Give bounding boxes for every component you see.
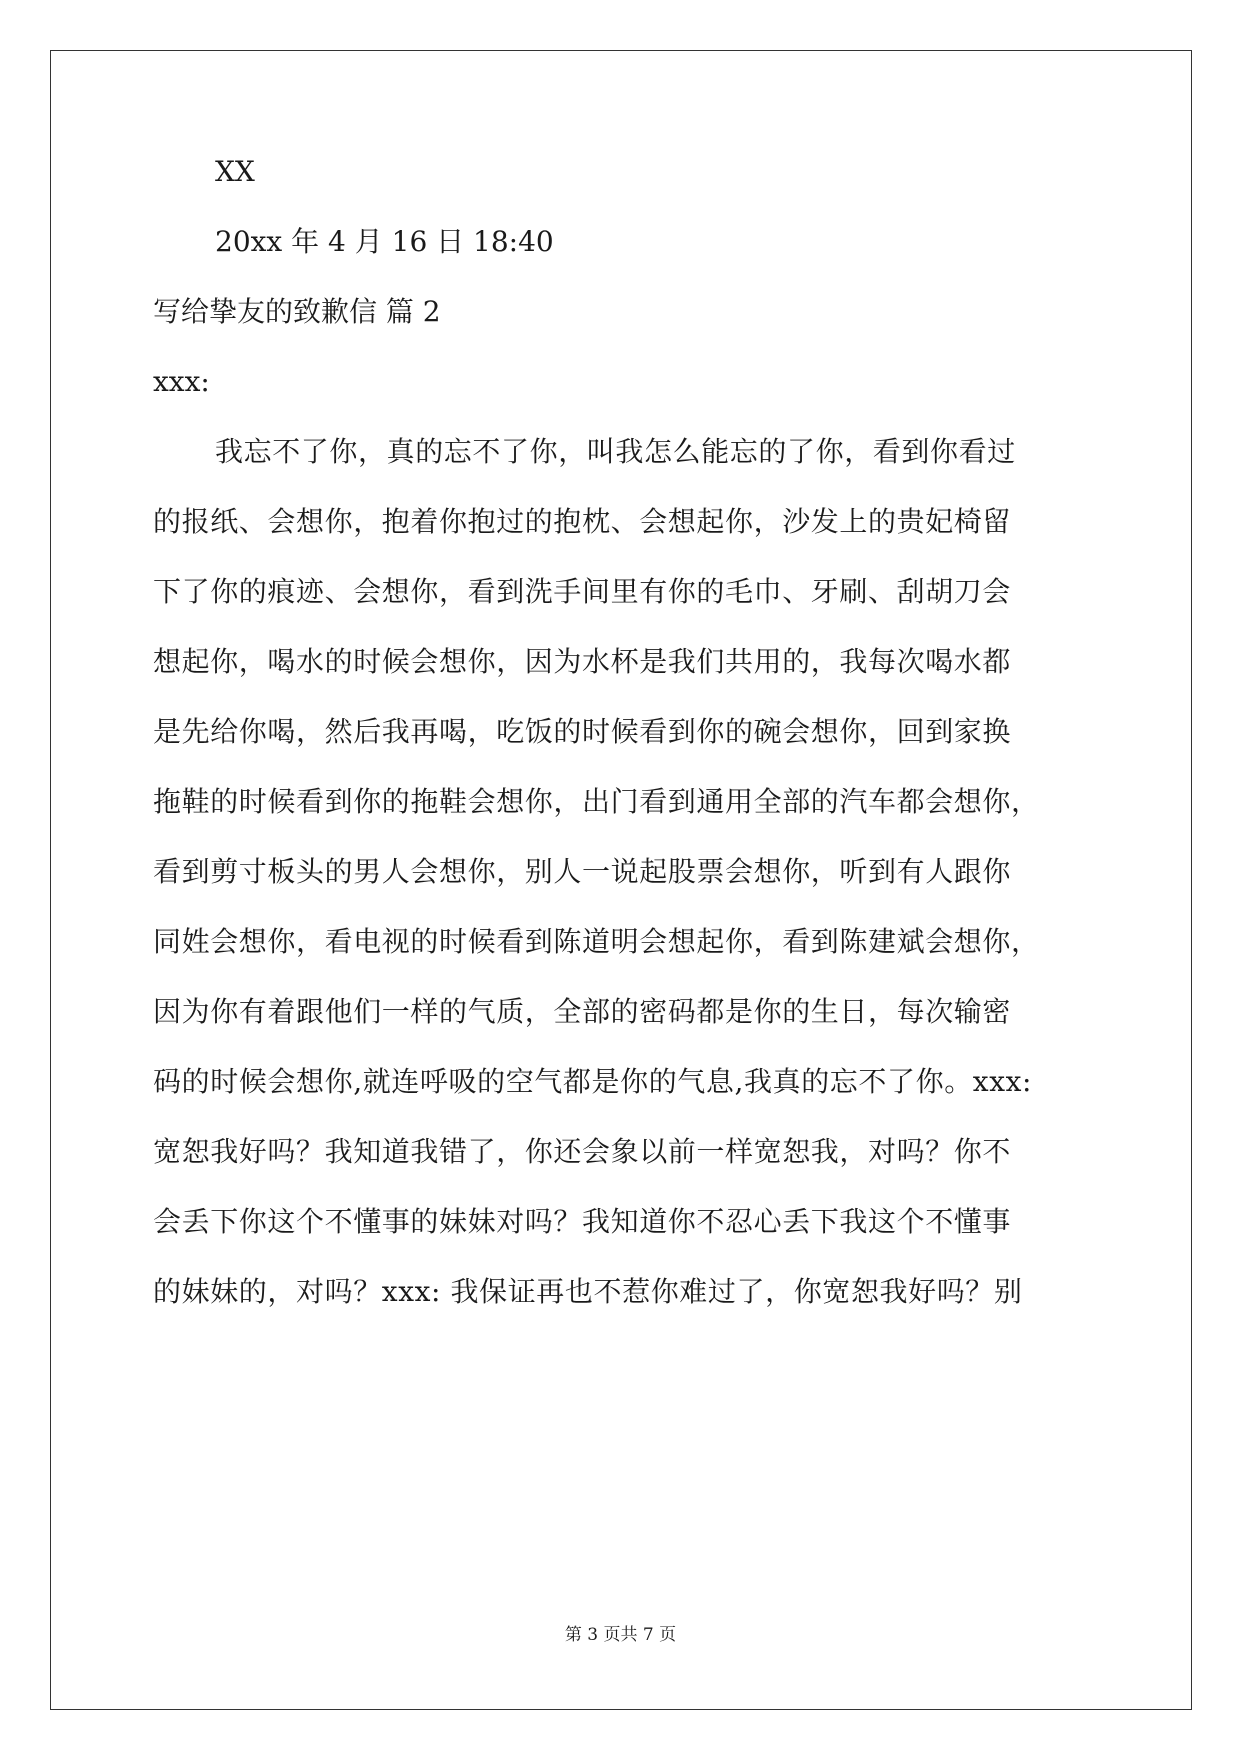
body-line: 码的时候会想你,就连呼吸的空气都是你的气息,我真的忘不了你。xxx:: [153, 1065, 1033, 1098]
body-line: 的妹妹的，对吗？xxx: 我保证再也不惹你难过了，你宽恕我好吗？别: [153, 1275, 1023, 1308]
body-line: 因为你有着跟他们一样的气质，全部的密码都是你的生日，每次输密: [153, 995, 1012, 1028]
section-title: 写给挚友的致歉信 篇 2: [153, 295, 441, 328]
page-total: 共 7 页: [620, 1625, 677, 1645]
signature: XX: [215, 155, 255, 188]
salutation: xxx:: [153, 365, 210, 398]
body-line: 的报纸、会想你，抱着你抱过的抱枕、会想起你，沙发上的贵妃椅留: [153, 505, 1012, 538]
page-number: 第 3 页: [564, 1625, 621, 1645]
body-line: 下了你的痕迹、会想你，看到洗手间里有你的毛巾、牙刷、刮胡刀会: [153, 575, 1012, 608]
body-line: 拖鞋的时候看到你的拖鞋会想你，出门看到通用全部的汽车都会想你，: [153, 785, 1040, 818]
page-footer: [0, 1624, 1241, 1646]
body-line: 是先给你喝，然后我再喝，吃饭的时候看到你的碗会想你，回到家换: [153, 715, 1012, 748]
body-line: 会丢下你这个不懂事的妹妹对吗？我知道你不忍心丢下我这个不懂事: [153, 1205, 1012, 1238]
body-line: 看到剪寸板头的男人会想你，别人一说起股票会想你，听到有人跟你: [153, 855, 1012, 888]
body-line: 想起你，喝水的时候会想你，因为水杯是我们共用的，我每次喝水都: [153, 645, 1012, 678]
body-line: 宽恕我好吗？我知道我错了，你还会象以前一样宽恕我，对吗？你不: [153, 1135, 1012, 1168]
body-line: 我忘不了你，真的忘不了你，叫我怎么能忘的了你，看到你看过: [215, 435, 1016, 468]
body-line: 同姓会想你，看电视的时候看到陈道明会想起你，看到陈建斌会想你，: [153, 925, 1040, 958]
letter-date: 20xx 年 4 月 16 日 18:40: [215, 225, 554, 258]
